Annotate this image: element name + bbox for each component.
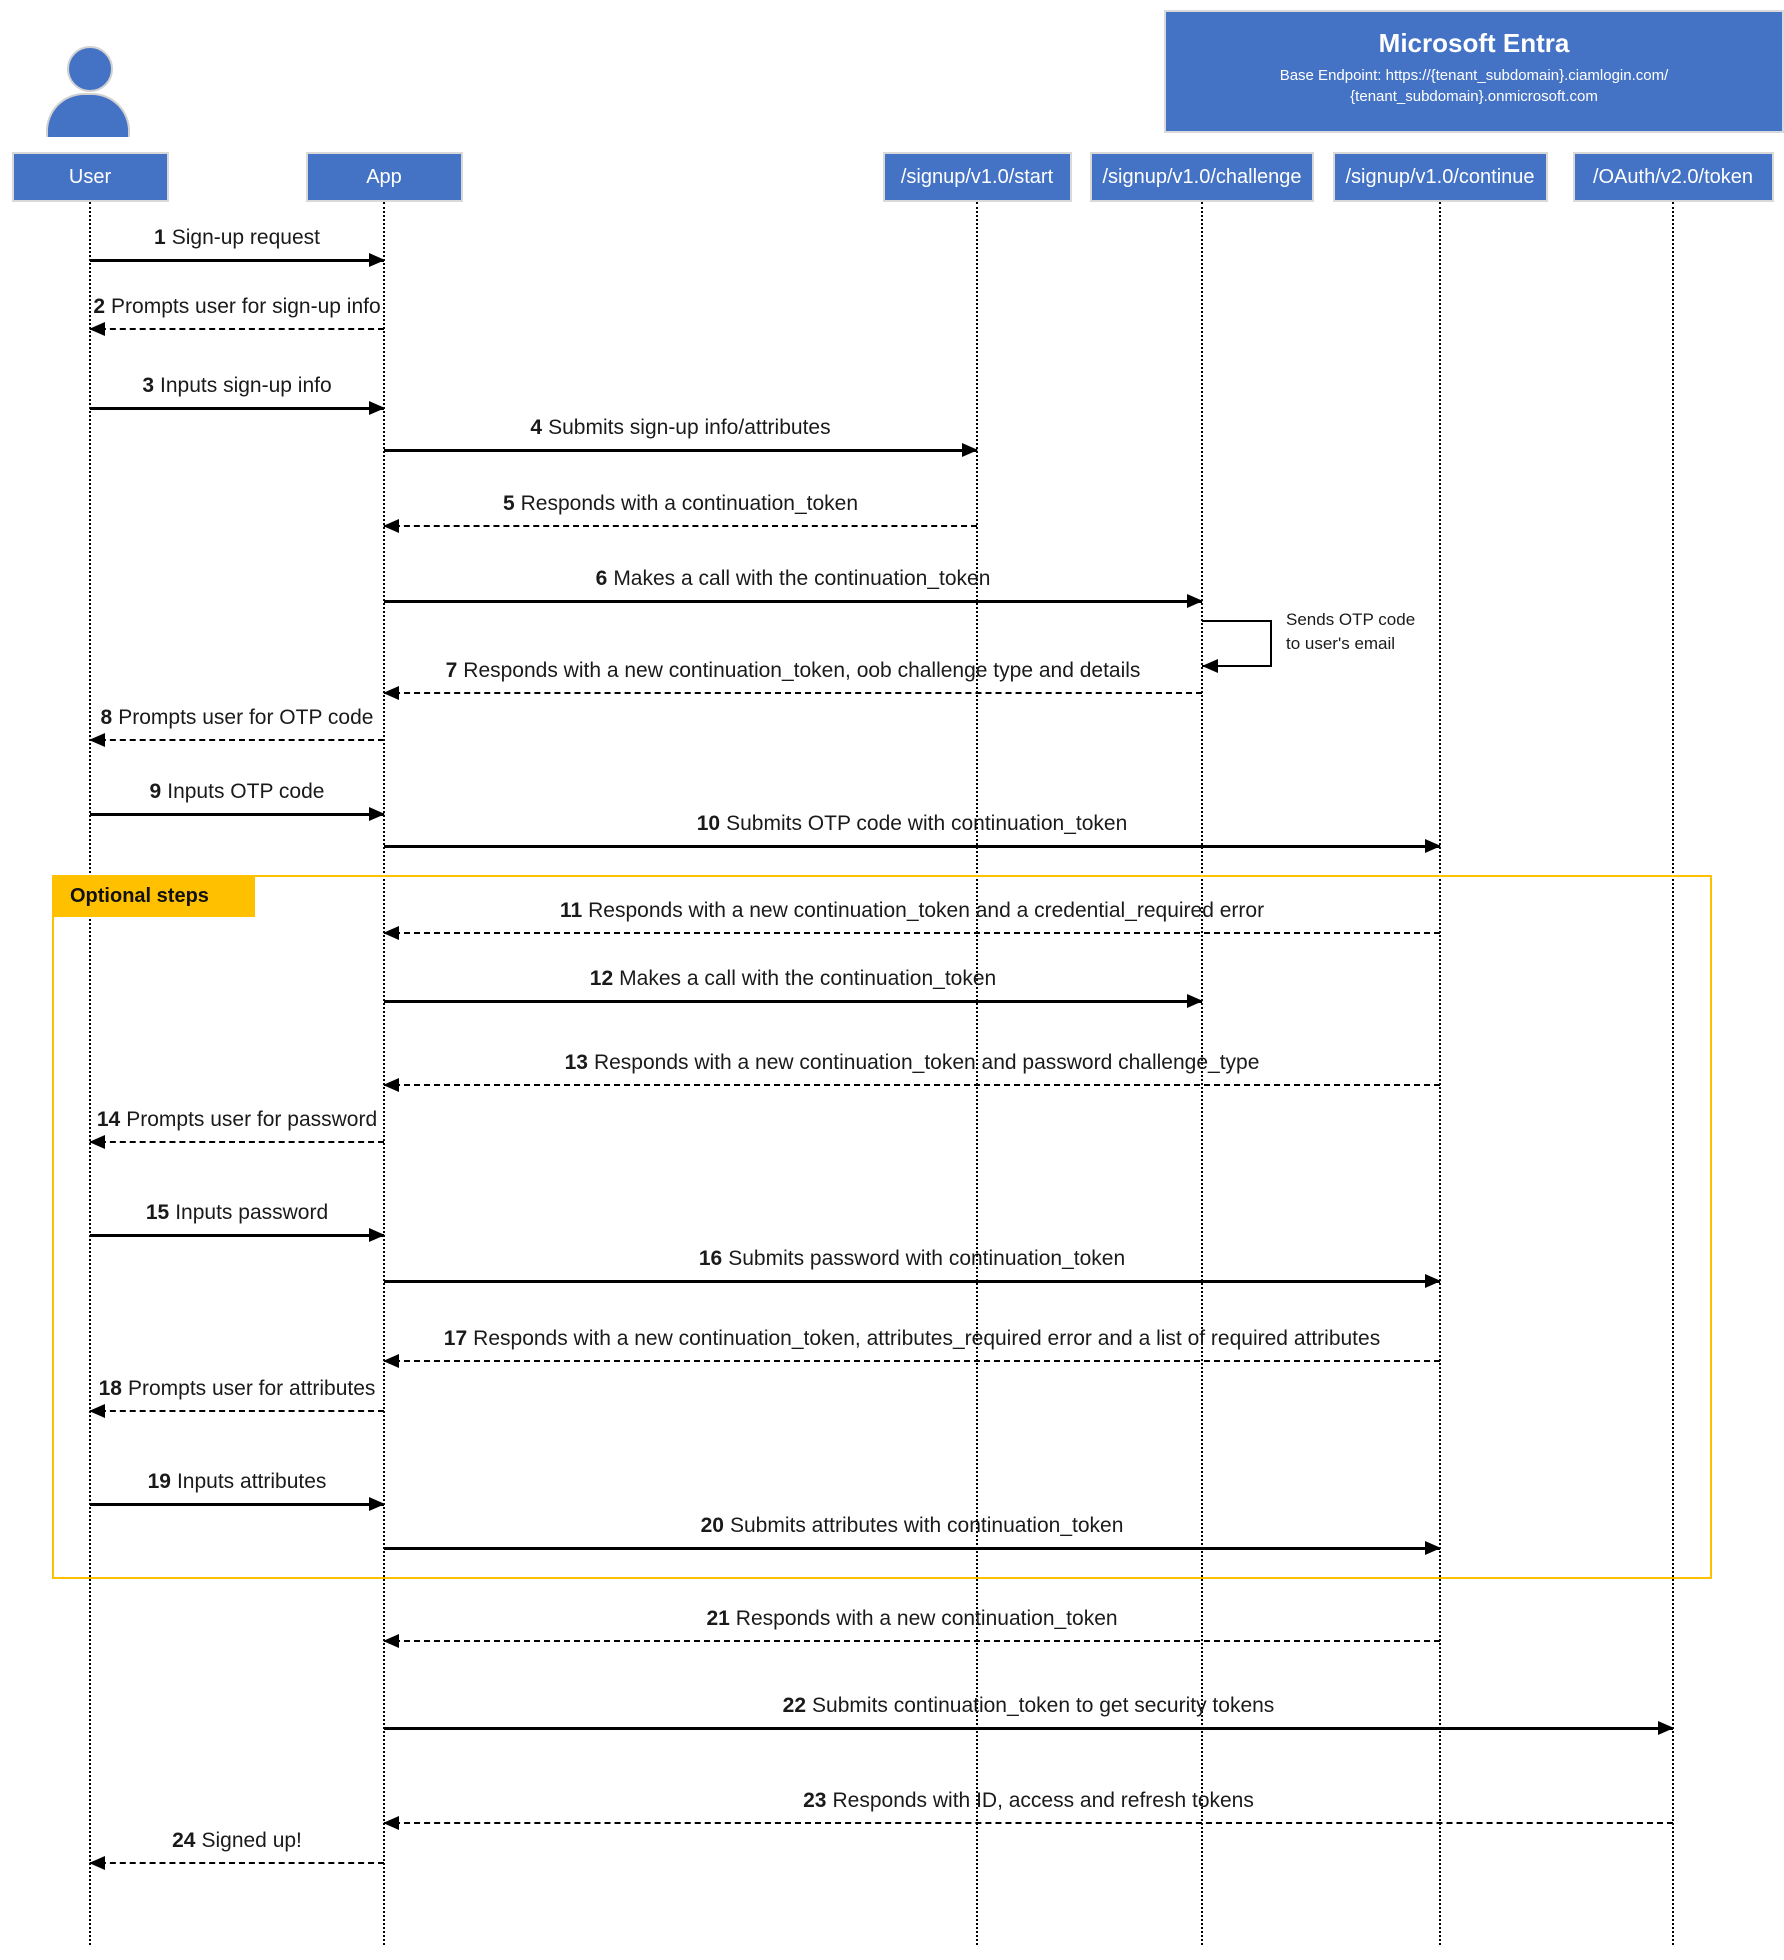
message-label: Responds with a new continuation_token and a credential_required error <box>588 899 1265 922</box>
message-text-22 <box>783 1694 1275 1718</box>
message-number: 12 <box>589 967 614 990</box>
message-number: 15 <box>145 1201 170 1224</box>
message-text-20 <box>701 1514 1124 1538</box>
message-label: Makes a call with the continuation_token <box>619 967 997 990</box>
message-arrowhead-8 <box>89 733 105 747</box>
message-number: 6 <box>595 567 608 590</box>
message-arrow-6 <box>384 600 1202 603</box>
message-arrow-22 <box>384 1727 1673 1730</box>
message-arrow-19 <box>90 1503 384 1506</box>
actor-label: /OAuth/v2.0/token <box>1592 165 1754 188</box>
message-number: 9 <box>149 780 162 803</box>
message-arrowhead-24 <box>89 1856 105 1870</box>
message-number: 11 <box>559 899 583 922</box>
otp-note <box>1286 608 1415 656</box>
message-number: 1 <box>154 226 166 249</box>
message-number: 18 <box>98 1377 122 1400</box>
message-label: Makes a call with the continuation_token <box>613 567 991 590</box>
message-number: 10 <box>696 812 721 835</box>
message-number: 3 <box>142 374 155 397</box>
message-text-23 <box>803 1789 1254 1813</box>
message-label: Responds with a new continuation_token, attributes_required error and a list of required attributes <box>473 1327 1381 1350</box>
message-arrowhead-20 <box>1425 1541 1441 1555</box>
message-number: 5 <box>502 492 515 515</box>
actor-label: /signup/v1.0/start <box>900 165 1054 188</box>
message-arrowhead-21 <box>383 1634 399 1648</box>
message-number: 16 <box>698 1247 723 1270</box>
message-number: 2 <box>93 295 106 318</box>
message-label: Inputs OTP code <box>167 780 325 803</box>
message-arrow-12 <box>384 1000 1202 1003</box>
otp-note-line1: Sends OTP code <box>1286 610 1416 629</box>
actor-label: /signup/v1.0/continue <box>1345 165 1535 188</box>
message-number: 21 <box>706 1607 730 1630</box>
actor-box-start <box>883 152 1072 202</box>
message-label: Sign-up request <box>171 226 320 249</box>
message-arrow-13 <box>384 1084 1440 1086</box>
message-arrow-24 <box>90 1862 384 1864</box>
message-label: Responds with a new continuation_token <box>735 1607 1118 1630</box>
entra-subtitle-line2: {tenant_subdomain}.onmicrosoft.com <box>1350 88 1598 105</box>
message-label: Inputs password <box>175 1201 329 1224</box>
message-number: 19 <box>147 1470 171 1493</box>
message-text-21 <box>706 1607 1117 1631</box>
message-arrowhead-1 <box>369 253 385 267</box>
message-number: 23 <box>803 1789 827 1812</box>
message-arrow-2 <box>90 328 384 330</box>
message-label: Submits password with continuation_token <box>728 1247 1126 1270</box>
message-label: Prompts user for attributes <box>127 1377 376 1400</box>
message-number: 4 <box>530 416 543 439</box>
message-text-12 <box>590 967 996 991</box>
message-arrowhead-11 <box>383 926 399 940</box>
message-text-11 <box>560 899 1264 923</box>
message-number: 8 <box>100 706 113 729</box>
message-arrow-18 <box>90 1410 384 1412</box>
actor-box-challenge <box>1090 152 1314 202</box>
message-label: Responds with a new continuation_token and password challenge_type <box>593 1051 1260 1074</box>
message-label: Submits OTP code with continuation_token <box>726 812 1128 835</box>
message-arrow-8 <box>90 739 384 741</box>
message-text-8 <box>101 706 374 730</box>
entra-subtitle <box>1166 65 1782 107</box>
actor-box-token <box>1573 152 1774 202</box>
message-arrowhead-10 <box>1425 839 1441 853</box>
message-number: 24 <box>172 1829 196 1852</box>
message-text-9 <box>150 780 325 804</box>
message-arrow-9 <box>90 813 384 816</box>
message-number: 7 <box>445 659 458 682</box>
message-arrow-7 <box>384 692 1202 694</box>
actor-box-continue <box>1333 152 1548 202</box>
message-arrowhead-13 <box>383 1078 399 1092</box>
message-arrowhead-16 <box>1425 1274 1441 1288</box>
actor-label: /signup/v1.0/challenge <box>1102 165 1302 188</box>
message-arrowhead-3 <box>369 401 385 415</box>
message-text-10 <box>697 812 1128 836</box>
message-label: Responds with a new continuation_token, oob challenge type and details <box>463 659 1141 682</box>
message-text-15 <box>146 1201 328 1225</box>
message-arrow-14 <box>90 1141 384 1143</box>
message-arrow-23 <box>384 1822 1673 1824</box>
message-text-17 <box>444 1327 1380 1351</box>
message-text-1 <box>154 226 320 250</box>
message-arrow-17 <box>384 1360 1440 1362</box>
actor-label: User <box>68 165 112 188</box>
message-text-5 <box>503 492 858 516</box>
message-label: Prompts user for password <box>126 1108 378 1131</box>
person-icon-body <box>46 93 130 137</box>
message-arrowhead-14 <box>89 1135 105 1149</box>
message-arrow-21 <box>384 1640 1440 1642</box>
message-text-14 <box>97 1108 377 1132</box>
person-icon <box>40 40 140 140</box>
message-text-3 <box>142 374 331 398</box>
message-number: 22 <box>782 1694 807 1717</box>
message-arrowhead-4 <box>962 443 978 457</box>
message-label: Prompts user for sign-up info <box>111 295 381 318</box>
message-arrowhead-17 <box>383 1354 399 1368</box>
message-text-19 <box>148 1470 327 1494</box>
message-text-13 <box>565 1051 1260 1075</box>
message-arrowhead-5 <box>383 519 399 533</box>
message-label: Submits continuation_token to get security tokens <box>812 1694 1275 1717</box>
message-label: Submits sign-up info/attributes <box>548 416 831 439</box>
otp-note-line2: to user's email <box>1286 634 1396 653</box>
message-label: Responds with ID, access and refresh tokens <box>832 1789 1254 1812</box>
message-arrowhead-18 <box>89 1404 105 1418</box>
message-number: 14 <box>96 1108 121 1131</box>
message-arrow-16 <box>384 1280 1440 1283</box>
message-label: Inputs attributes <box>176 1470 327 1493</box>
person-icon-head <box>67 46 113 92</box>
message-arrowhead-19 <box>369 1497 385 1511</box>
message-label: Signed up! <box>201 1829 302 1852</box>
message-arrow-20 <box>384 1547 1440 1550</box>
message-arrowhead-6 <box>1187 594 1203 608</box>
actor-box-user <box>12 152 169 202</box>
entra-subtitle-line1: Base Endpoint: https://{tenant_subdomain}.ciamlogin.com/ <box>1279 67 1669 84</box>
message-text-2 <box>93 295 380 319</box>
message-text-4 <box>530 416 830 440</box>
message-label: Responds with a continuation_token <box>520 492 859 515</box>
message-arrowhead-2 <box>89 322 105 336</box>
actor-box-app <box>306 152 463 202</box>
message-text-16 <box>699 1247 1125 1271</box>
message-arrowhead-15 <box>369 1228 385 1242</box>
message-arrow-3 <box>90 407 384 410</box>
message-label: Prompts user for OTP code <box>118 706 374 729</box>
message-arrowhead-7 <box>383 686 399 700</box>
message-label: Submits attributes with continuation_token <box>729 1514 1124 1537</box>
message-text-6 <box>596 567 991 591</box>
message-arrowhead-9 <box>369 807 385 821</box>
otp-self-loop-arrowhead <box>1202 659 1218 673</box>
message-label: Inputs sign-up info <box>160 374 332 397</box>
message-text-7 <box>446 659 1141 683</box>
optional-steps-label: Optional steps <box>52 875 255 917</box>
message-arrowhead-12 <box>1187 994 1203 1008</box>
message-arrow-1 <box>90 259 384 262</box>
message-text-24 <box>172 1829 302 1853</box>
message-arrow-10 <box>384 845 1440 848</box>
message-arrow-11 <box>384 932 1440 934</box>
message-number: 20 <box>700 1514 724 1537</box>
message-text-18 <box>99 1377 376 1401</box>
message-arrow-4 <box>384 449 977 452</box>
message-arrow-5 <box>384 525 977 527</box>
actor-label: App <box>366 165 402 188</box>
message-arrow-15 <box>90 1234 384 1237</box>
message-number: 13 <box>564 1051 588 1074</box>
message-number: 17 <box>443 1327 468 1350</box>
entra-title: Microsoft Entra <box>1378 28 1570 58</box>
message-arrowhead-23 <box>383 1816 399 1830</box>
entra-header-box <box>1164 10 1784 133</box>
message-arrowhead-22 <box>1658 1721 1674 1735</box>
